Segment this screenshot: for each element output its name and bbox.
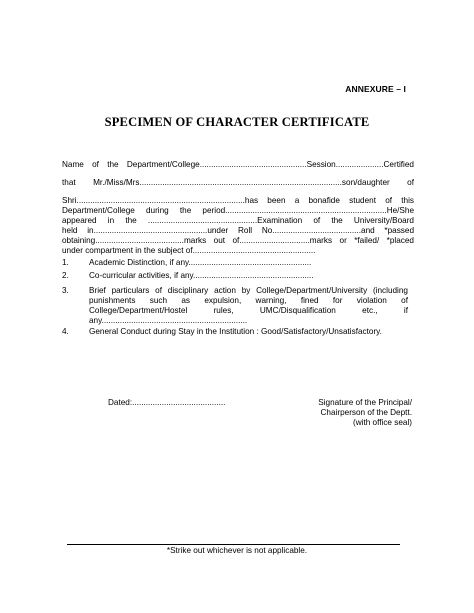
list-item	[62, 286, 414, 330]
signature-line-2: Chairperson of the Deptt.	[320, 408, 412, 417]
paragraph-line-7: obtaining.......................................marks out of...............................marks or *failed/ *placed	[62, 236, 414, 245]
certificate-paragraph-part3	[62, 196, 414, 256]
paragraph-line-3: Shri..........................................................................has been a bonafide student of this	[62, 196, 414, 205]
list-item	[62, 271, 414, 283]
signature-line-3: (with office seal)	[352, 418, 412, 427]
footnote-divider	[67, 544, 400, 545]
certificate-title: SPECIMEN OF CHARACTER CERTIFICATE	[104, 115, 370, 129]
paragraph-line-1: Name of the Department/College...............................................Session.....................Certified	[62, 160, 414, 169]
paragraph-line-2: that Mr./Miss/Mrs.........................................................................................son/daughter of	[62, 178, 414, 187]
list-item	[62, 327, 414, 339]
item-number: 4.	[62, 327, 69, 336]
item-number: 1.	[62, 258, 69, 267]
item-text	[89, 271, 314, 281]
item-text	[89, 258, 311, 268]
item-line: Co-curricular activities, if any.....................................................	[89, 271, 314, 280]
item-line: Brief particulars of disciplinary action by College/Department/University (including	[89, 286, 408, 295]
annexure-label: ANNEXURE – I	[345, 84, 406, 94]
paragraph-line-5: appeared in the ................................................Examination of the University/Board	[62, 216, 414, 225]
item-number: 3.	[62, 286, 69, 295]
item-line: any................................................................	[89, 316, 248, 325]
footnote: *Strike out whichever is not applicable.	[166, 546, 308, 555]
item-text	[89, 286, 408, 326]
item-line: General Conduct during Stay in the Institution : Good/Satisfactory/Unsatisfactory.	[89, 327, 382, 336]
certificate-paragraph-part2	[62, 178, 414, 188]
item-line: College/Department/Hostel rules, UMC/Disqualification etc., if	[89, 306, 408, 315]
signature-block	[318, 398, 412, 428]
item-number: 2.	[62, 271, 69, 280]
paragraph-line-4: Department/College during the period.......................................................................He/She	[62, 206, 414, 215]
paragraph-line-6: held in..................................................under Roll No.......................................and *passed	[62, 226, 414, 235]
item-text	[89, 327, 382, 337]
signature-line-1: Signature of the Principal/	[318, 398, 412, 407]
paragraph-line-8: under compartment in the subject of......................................................	[62, 246, 316, 255]
certificate-paragraph-part1	[62, 160, 414, 170]
item-line: Academic Distinction, if any......................................................	[89, 258, 312, 267]
dated-field: Dated:.........................................	[108, 398, 226, 407]
item-line: punishments such as expulsion, warning, fined for violation of	[89, 296, 408, 305]
list-item	[62, 258, 414, 270]
